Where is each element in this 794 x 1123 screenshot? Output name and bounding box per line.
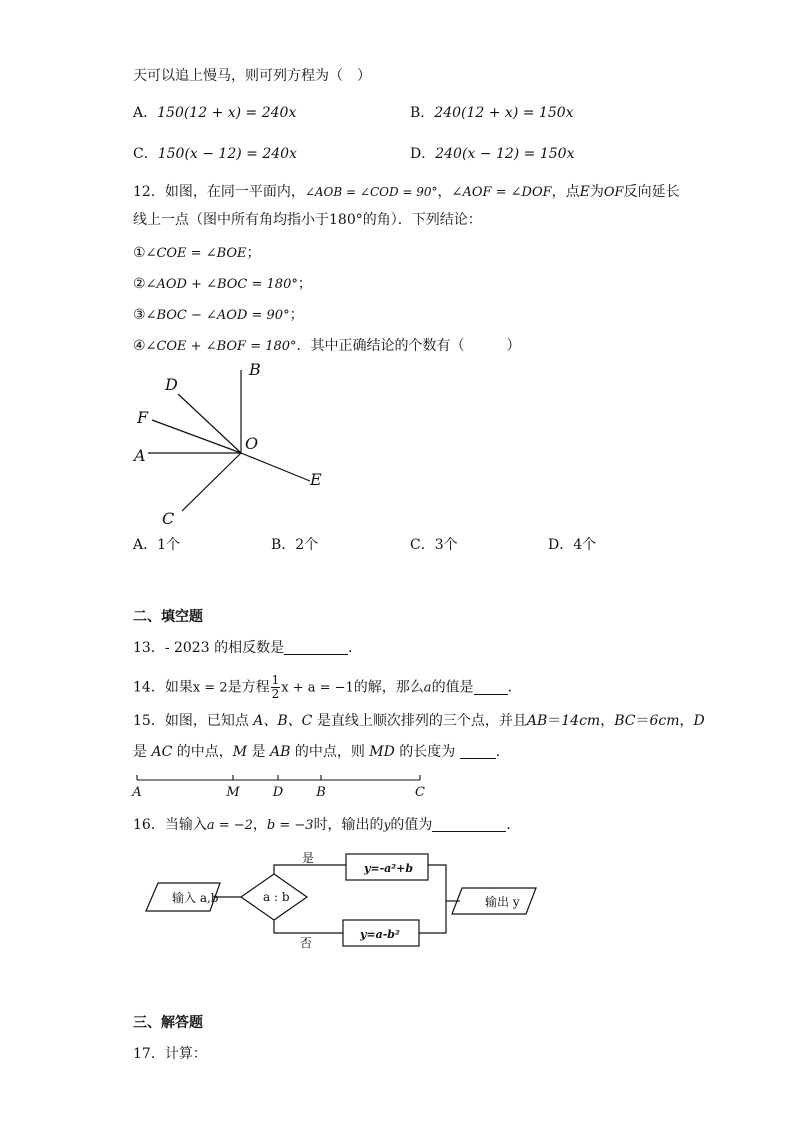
- q15-text: ，: [600, 713, 615, 729]
- q15-text: 15．如图，已知点: [133, 713, 254, 729]
- q15-math: AC: [151, 744, 173, 760]
- q11-tail: 天可以追上慢马，则可列方程为（ ）: [133, 68, 371, 84]
- q15-math: 6cm: [649, 713, 680, 729]
- q16-text: 的值为: [390, 817, 433, 833]
- q12-option-d: D．4个: [548, 537, 597, 553]
- q15-end: ．: [495, 744, 510, 760]
- option-label: B．: [410, 105, 435, 121]
- section-3-title: 三、解答题: [133, 1015, 203, 1031]
- q12-option-c: C．3个: [410, 537, 458, 553]
- q12-math: ∠AOB = ∠COD = 90°: [304, 185, 438, 199]
- q15-math: AB: [269, 744, 291, 760]
- yes-branch-line: [274, 865, 346, 874]
- q14-math: a: [423, 680, 432, 696]
- option-label: D．: [410, 146, 436, 162]
- q16-text: 16．当输入: [133, 817, 207, 833]
- q15-text: ＝: [547, 713, 562, 729]
- q12-line2: 线上一点（图中所有角均指小于180°的角）．下列结论：: [133, 212, 482, 228]
- output-label: 输出 y: [485, 895, 520, 909]
- q15-math: A、B、C: [253, 713, 313, 729]
- conclusion-number: ③: [133, 307, 146, 323]
- q12-math: OF: [603, 185, 624, 200]
- yes-formula: y=-a²+b: [364, 862, 414, 875]
- point-b-label: B: [316, 785, 326, 800]
- q12-option-a: A．1个: [133, 537, 181, 553]
- q15-math: D: [693, 713, 705, 729]
- no-formula: y=a-b²: [360, 928, 400, 941]
- q15-text: 是: [133, 744, 152, 760]
- input-label: 输入 a,b: [172, 891, 219, 905]
- q14-text: 是方程: [227, 679, 270, 696]
- no-branch-line: [274, 920, 343, 933]
- q15-text: ＝: [635, 713, 650, 729]
- point-e-label: E: [310, 470, 322, 489]
- conclusion-end: ；: [297, 276, 312, 292]
- q15-text: 的长度为: [394, 744, 460, 760]
- q15-text: 是: [247, 744, 270, 760]
- conclusion-end: ；: [246, 245, 261, 261]
- point-o-label: O: [245, 434, 259, 453]
- conclusion-number: ①: [133, 245, 146, 261]
- q14-end: ．: [507, 679, 522, 696]
- point-c-label: C: [415, 785, 425, 800]
- q15-text: ，: [679, 713, 694, 729]
- q14-text: 的解，那么: [353, 679, 424, 696]
- q15-text: 的中点，: [172, 744, 233, 760]
- point-a-label: A: [134, 446, 146, 465]
- conclusion-end: ；: [289, 307, 304, 323]
- q15-math: BC: [614, 713, 636, 729]
- q12-text: ，: [437, 184, 452, 200]
- point-f-label: F: [137, 408, 149, 427]
- conclusion-expr: ∠BOC − ∠AOD = 90°: [145, 308, 290, 323]
- option-text: 150(12 + x) = 240x: [157, 105, 297, 121]
- q15-text: 是直线上顺次排列的三个点，并且: [312, 713, 527, 729]
- q16-math: a = −2: [206, 818, 253, 833]
- q15-math: M: [232, 744, 248, 760]
- q14-text: 14．如果: [133, 679, 193, 696]
- q12-text: 为: [589, 184, 604, 200]
- q13-text: 13．- 2023 的相反数是: [133, 640, 285, 656]
- option-label: C．: [133, 146, 158, 162]
- q14-math: x = 2: [192, 680, 228, 696]
- conclusion-expr: ∠AOD + ∠BOC = 180°: [145, 277, 298, 292]
- q17: 17．计算：: [133, 1046, 207, 1062]
- option-label: A．: [133, 105, 158, 121]
- conclusion-end: ．其中正确结论的个数有（ ）: [296, 338, 521, 354]
- point-c-label: C: [162, 509, 175, 528]
- q12-math: E: [579, 184, 590, 200]
- conclusion-number: ②: [133, 276, 146, 292]
- q12-text: 12．如图，在同一平面内，: [133, 184, 305, 200]
- q12-math: ∠AOF = ∠DOF: [451, 185, 552, 200]
- q13-end: ．: [348, 640, 363, 656]
- q12-text: ，点: [551, 184, 580, 200]
- q12-text: 反向延长: [623, 184, 680, 200]
- q15-math: 14cm: [561, 713, 601, 729]
- option-text: 240(12 + x) = 150x: [434, 105, 574, 121]
- point-d-label: D: [165, 375, 178, 394]
- q14-text: 的值是: [431, 679, 474, 696]
- q15-math: AB: [526, 713, 548, 729]
- q16-math: y: [383, 818, 391, 832]
- q15-math: MD: [369, 744, 395, 760]
- point-m-label: M: [226, 785, 240, 800]
- q14-math: x + a = −1: [281, 680, 354, 696]
- point-b-label: B: [249, 360, 261, 379]
- no-label: 否: [300, 936, 313, 950]
- option-text: 150(x − 12) = 240x: [157, 146, 297, 162]
- point-d-label: D: [272, 785, 284, 800]
- yes-label: 是: [302, 851, 315, 865]
- q15-text: 的中点，则: [290, 744, 370, 760]
- conclusion-expr: ∠COE + ∠BOF = 180°: [145, 339, 297, 354]
- conclusion-expr: ∠COE = ∠BOE: [145, 246, 247, 261]
- merge-line: [419, 865, 446, 933]
- q12-option-b: B．2个: [271, 537, 319, 553]
- option-text: 240(x − 12) = 150x: [435, 146, 575, 162]
- q16-text: ，: [252, 817, 267, 833]
- q16-end: ．: [506, 817, 521, 833]
- q16-text: 时，输出的: [313, 817, 384, 833]
- fraction-denominator: 2: [271, 687, 280, 701]
- condition-label: a : b: [263, 890, 290, 904]
- section-2-title: 二、填空题: [133, 609, 203, 625]
- fraction-numerator: 1: [271, 673, 280, 687]
- q16-math: b = −3: [266, 818, 314, 833]
- point-a-label: A: [132, 785, 142, 800]
- conclusion-number: ④: [133, 338, 146, 354]
